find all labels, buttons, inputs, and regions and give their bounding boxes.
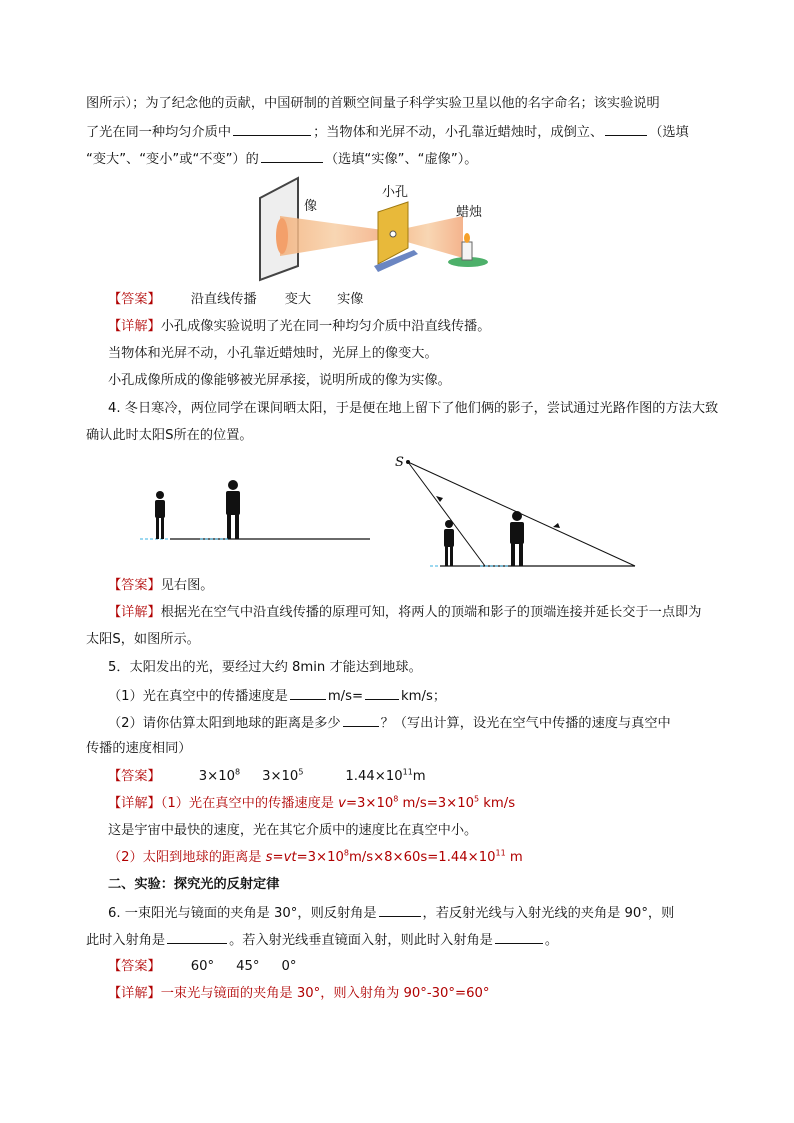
label-candle: 蜡烛 — [456, 205, 483, 220]
q4-line-2: 确认此时太阳S所在的位置。 — [86, 428, 253, 443]
q4-answer: 【答案】见右图。 — [108, 578, 214, 593]
candle-flame — [464, 233, 470, 243]
person-small-left — [155, 491, 165, 539]
q6-answer: 【答案】 60° 45° 0° — [108, 959, 297, 974]
q5-detail-1: 【详解】（1）光在真空中的传播速度是 $v=3\times 10^8$ $m/s=3\times 10^5$ km/s — [108, 794, 516, 811]
q6-line-1: 6. 一束阳光与镜面的夹角是 30°，则反射角是 ，若反射光线与入射光线的夹角是 90°，则 — [108, 903, 674, 923]
q4-line-1: 4. 冬日寒冷，两位同学在课间晒太阳，于是便在地上留下了他们俩的影子，尝试通过光路作图的方法大致 — [108, 401, 719, 416]
q3-detail-3: 小孔成像所成的像能够被光屏承接，说明所成的像为实像。 — [108, 373, 451, 388]
q5-line-1: 5．太阳发出的光，要经过大约 8min 才能达到地球。 — [108, 660, 422, 675]
q5-detail-2: 这是宇宙中最快的速度，光在其它介质中的速度比在真空中小。 — [108, 823, 478, 838]
q3-line-1: 图所示）；为了纪念他的贡献，中国研制的首颗空间量子科学实验卫星以他的名字命名；该实验说明 — [86, 96, 660, 111]
sun-label: S — [395, 455, 404, 470]
q5-sub-1: （1）光在真空中的传播速度是 m/s= km/s； — [108, 686, 446, 706]
q4-detail-1: 【详解】根据光在空气中沿直线传播的原理可知，将两人的顶端和影子的顶端连接并延长交于一点即为 — [108, 605, 702, 620]
pinhole-figure — [258, 176, 498, 284]
q6-detail-1: 【详解】一束光与镜面的夹角是 30°，则入射角为 90°-30°=60° — [108, 986, 490, 1001]
q3-detail-2: 当物体和光屏不动，小孔靠近蜡烛时，光屏上的像变大。 — [108, 346, 438, 361]
person-tall-left — [226, 480, 240, 539]
q6-line-2: 此时入射角是 。若入射光线垂直镜面入射，则此时入射角是 。 — [86, 930, 558, 950]
person-tall-right — [510, 511, 524, 566]
label-hole: 小孔 — [382, 185, 409, 200]
label-image: 像 — [304, 199, 318, 214]
q5-sub-2: （2）请你估算太阳到地球的距离是多少 ？（写出计算，设光在空气中传播的速度与真空中 — [108, 713, 671, 733]
pinhole — [390, 231, 396, 237]
image-spot — [276, 218, 288, 254]
section-2-heading: 二、实验：探究光的反射定律 — [108, 877, 280, 892]
person-small-right — [444, 520, 454, 566]
q3-answer: 【答案】 沿直线传播 变大 实像 — [108, 292, 364, 307]
q5-detail-3: （2）太阳到地球的距离是 $s=vt=3\times 10^8m/s\times 8\times 60s=1.44\times 10^{11}$ m — [108, 848, 523, 865]
q3-line-3: “变大”、“变小”或“不变”）的 （选填“实像”、“虚像”）。 — [86, 149, 477, 169]
q3-line-2: 了光在同一种均匀介质中 ；当物体和光屏不动，小孔靠近蜡烛时，成倒立、 （选填 — [86, 122, 689, 142]
light-beam-left — [280, 216, 390, 256]
q3-detail-1: 【详解】小孔成像实验说明了光在同一种均匀介质中沿直线传播。 — [108, 319, 491, 334]
q5-sub-2-cont: 传播的速度相同） — [86, 741, 192, 756]
candle — [462, 242, 472, 260]
q4-detail-2: 太阳S，如图所示。 — [86, 632, 200, 647]
shadow-figure — [140, 450, 660, 575]
q5-answer: 【答案】 $3\times 10^8$ $3\times 10^5$ $1.44\times 10^{11}m$ — [108, 767, 426, 784]
